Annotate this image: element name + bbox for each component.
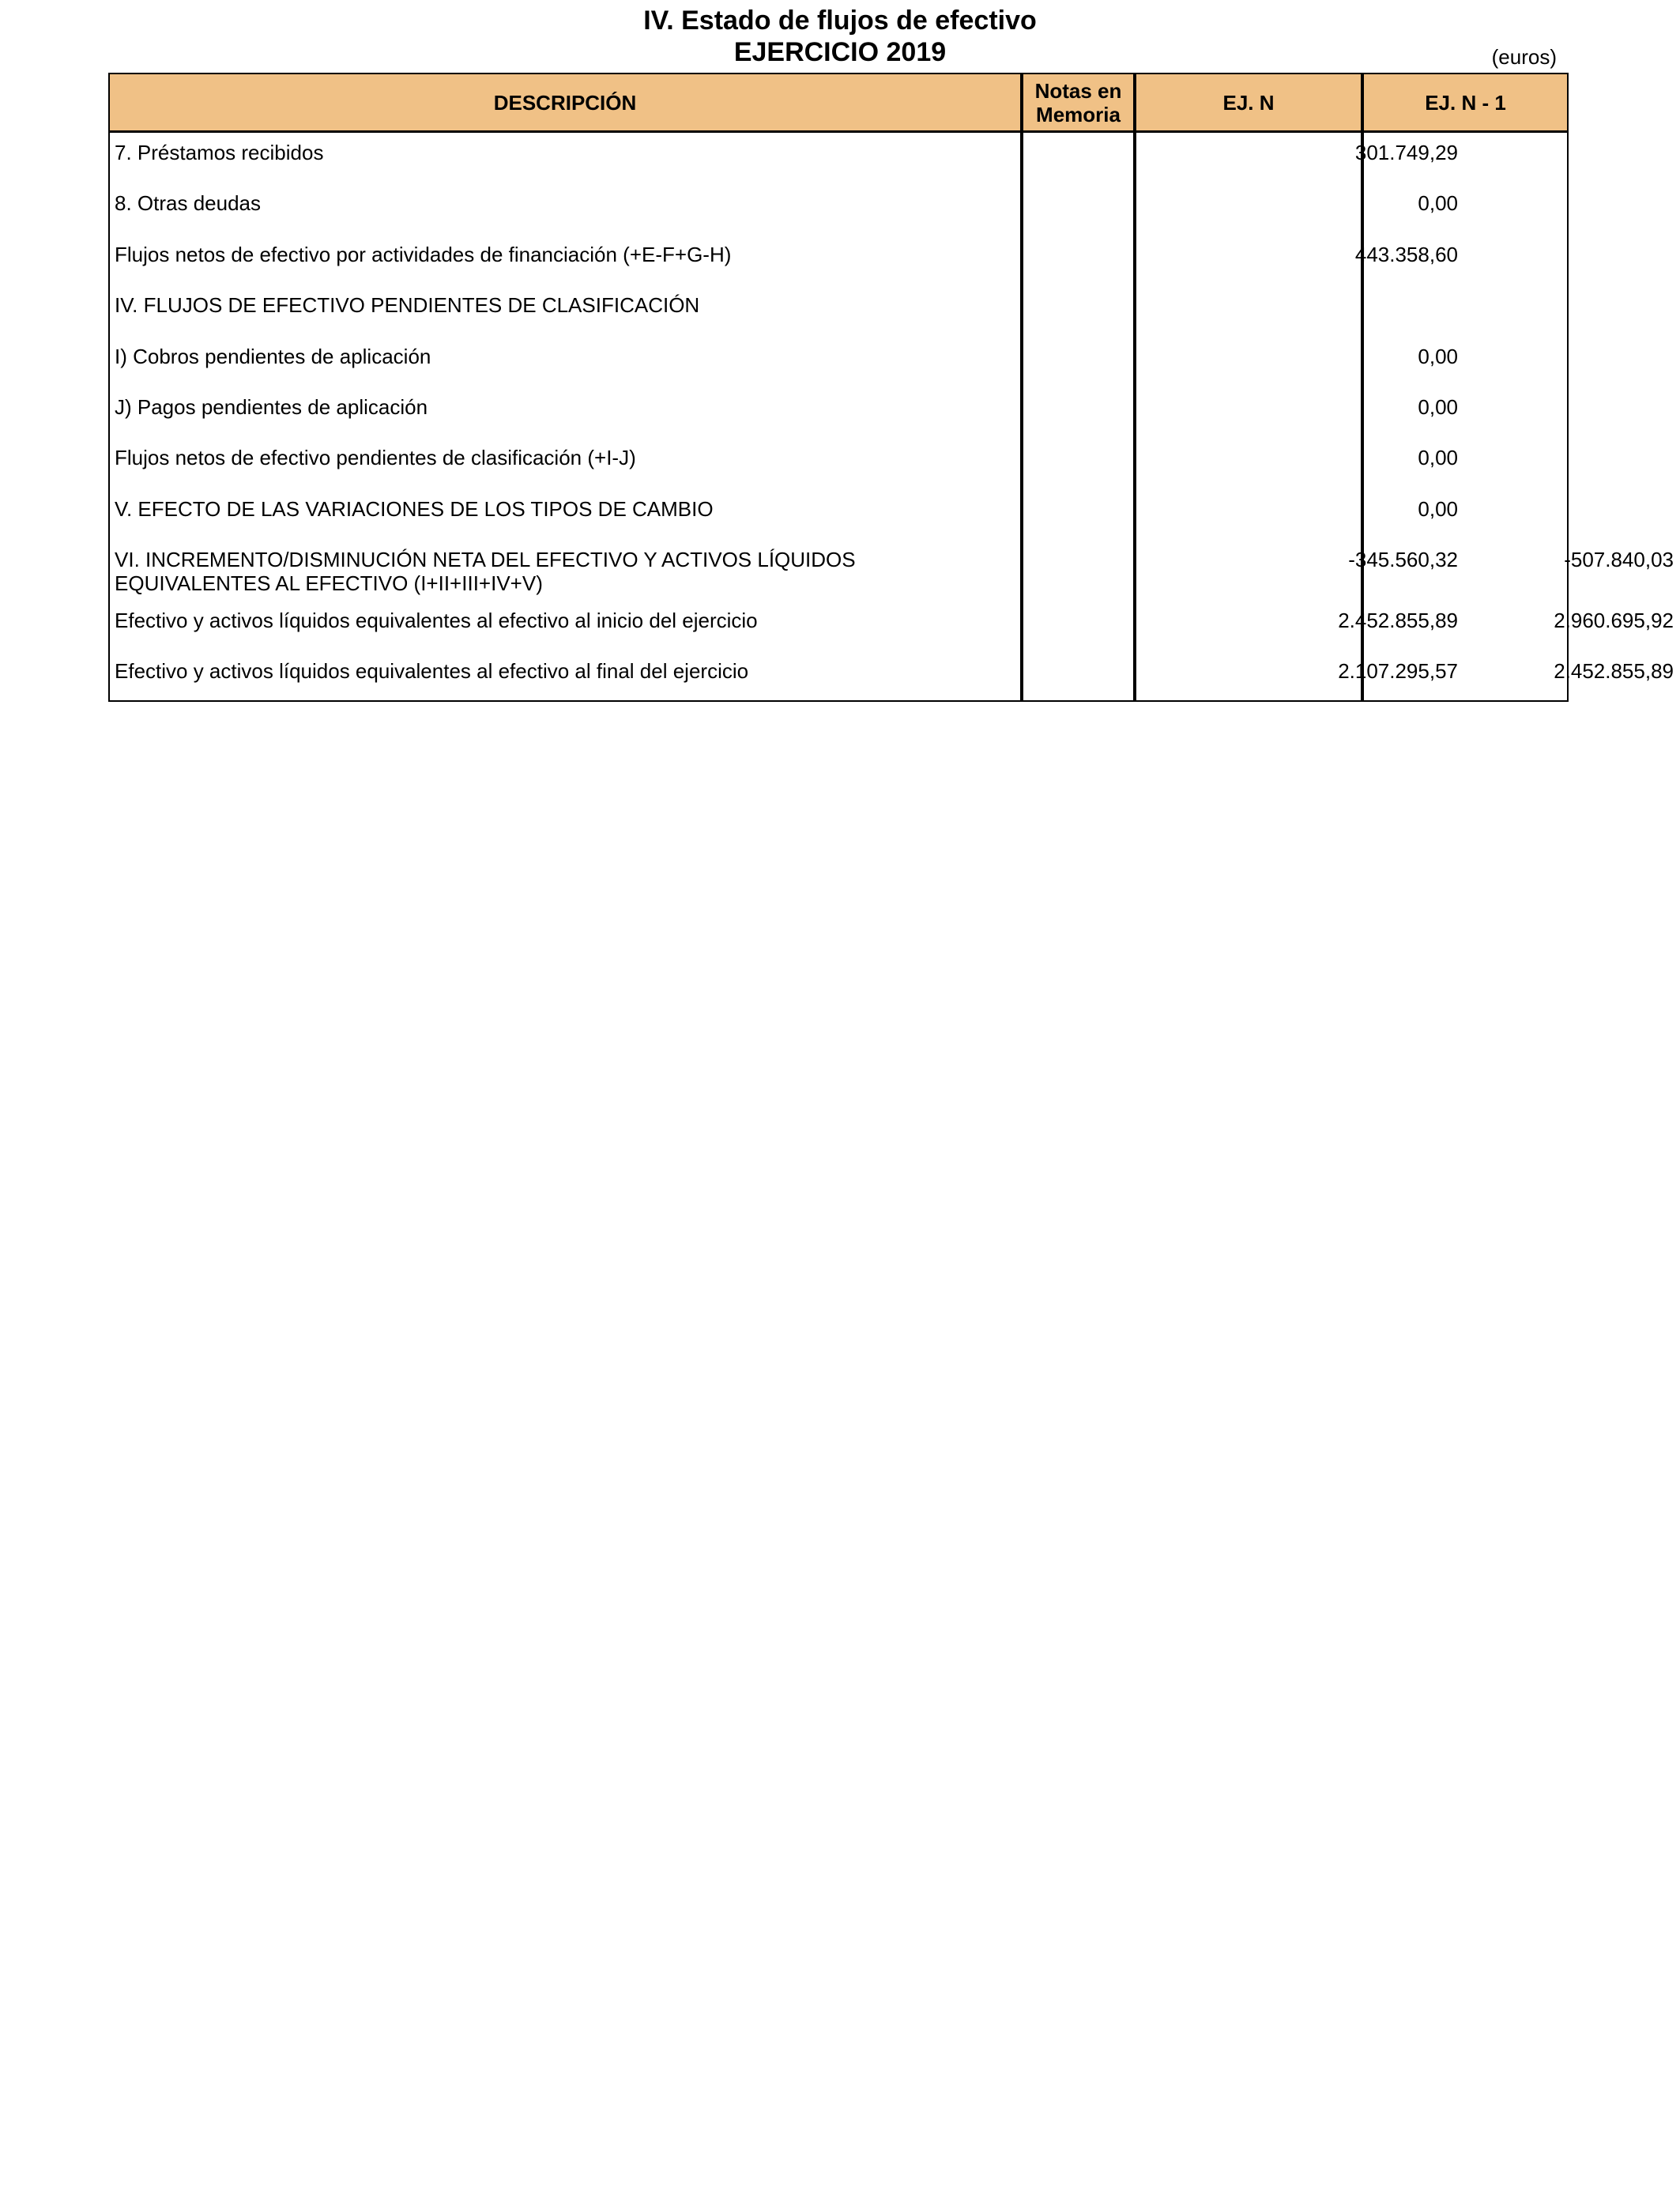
column-header-notes-line1: Notas en [1034,78,1122,103]
row-description: IV. FLUJOS DE EFECTIVO PENDIENTES DE CLASIFICACIÓN [115,293,700,317]
row-description [115,548,1008,595]
column-divider [1133,74,1136,700]
row-value-year-n: 0,00 [1418,395,1458,419]
row-value-year-n: 0,00 [1418,446,1458,469]
row-value-year-n: 2.452.855,89 [1338,609,1458,632]
column-header-notes-line2: Memoria [1036,102,1121,126]
row-value-year-n: 0,00 [1418,345,1458,368]
row-value-year-n: -345.560,32 [1348,548,1458,571]
row-description: V. EFECTO DE LAS VARIACIONES DE LOS TIPOS DE CAMBIO [115,497,714,521]
units-label: (euros) [1491,45,1557,69]
column-header-year-n: EJ. N [1222,90,1275,115]
row-description: Efectivo y activos líquidos equivalentes al efectivo al final del ejercicio [115,659,749,683]
row-description: Flujos netos de efectivo pendientes de clasificación (+I-J) [115,446,636,469]
column-header-description: DESCRIPCIÓN [493,90,637,115]
row-value-year-n1: 2.452.855,89 [1554,659,1674,683]
cash-flow-table [108,73,1674,702]
row-description-line2: EQUIVALENTES AL EFECTIVO (I+II+III+IV+V) [115,571,543,595]
row-value-year-n: 301.749,29 [1354,141,1458,164]
row-description: Flujos netos de efectivo por actividades de financiación (+E-F+G-H) [115,243,732,266]
row-value-year-n1: 2.960.695,92 [1554,609,1674,632]
row-description: J) Pagos pendientes de aplicación [115,395,428,419]
column-header-year-n1: EJ. N - 1 [1425,90,1506,115]
report-subtitle: EJERCICIO 2019 [733,37,947,67]
column-header-notes [1023,74,1133,130]
table-header-row [110,74,1567,133]
column-divider [1361,74,1364,700]
row-description: Efectivo y activos líquidos equivalentes al efectivo al inicio del ejercicio [115,609,758,632]
row-value-year-n: 0,00 [1418,191,1458,215]
row-value-year-n: 2.107.295,57 [1338,659,1458,683]
row-description: 8. Otras deudas [115,191,261,215]
column-divider [1020,74,1023,700]
row-value-year-n: 443.358,60 [1354,243,1458,266]
report-title: IV. Estado de flujos de efectivo [643,6,1037,36]
row-value-year-n1: -507.840,03 [1564,548,1674,571]
row-value-year-n: 0,00 [1418,497,1458,521]
row-description: I) Cobros pendientes de aplicación [115,345,431,368]
row-description-line1: VI. INCREMENTO/DISMINUCIÓN NETA DEL EFECTIVO Y ACTIVOS LÍQUIDOS [115,548,856,571]
row-description: 7. Préstamos recibidos [115,141,324,164]
